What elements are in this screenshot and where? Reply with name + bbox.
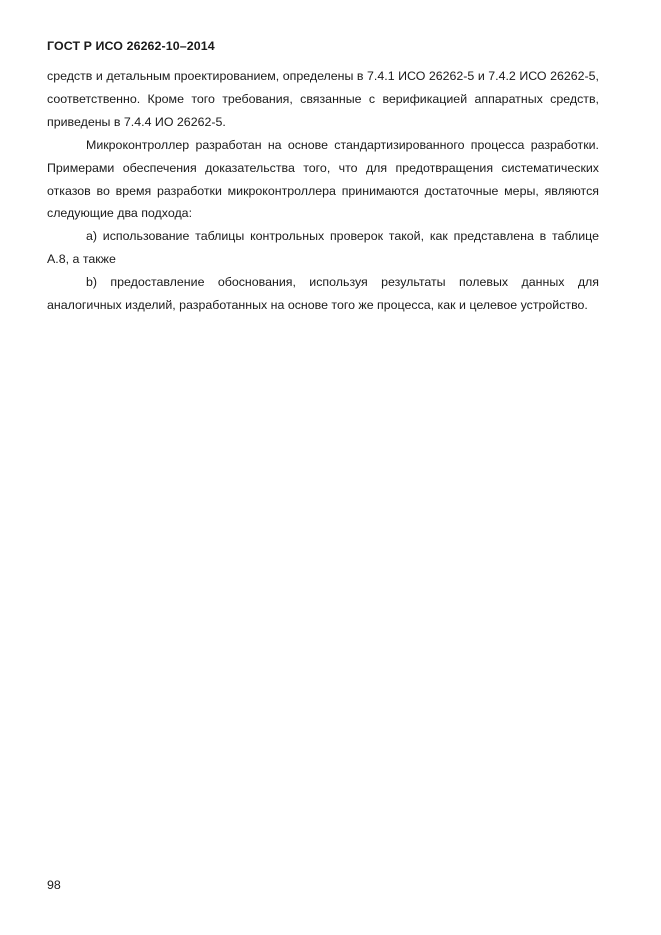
document-body (47, 65, 599, 317)
list-item-a: a) использование таблицы контрольных проверок такой, как представлена в таблице А.8, а также (47, 229, 599, 267)
paragraph-continuation: средств и детальным проектированием, определены в 7.4.1 ИСО 26262-5 и 7.4.2 ИСО 26262-5, соответственно. Кроме того требования, связанные с верификацией аппаратных средств, приведены в 7.4.4 ИО 26262-5. (47, 69, 599, 129)
list-item-b: b) предоставление обоснования, используя результаты полевых данных для аналогичных изделий, разработанных на основе того же процесса, как и целевое устройство. (47, 275, 599, 313)
document-header: ГОСТ Р ИСО 26262-10–2014 (47, 39, 215, 53)
paragraph-microcontroller: Микроконтроллер разработан на основе стандартизированного процесса разработки. Примерами обеспечения доказательства того, что для предотвращения систематических отказов во время разработки микроконтроллера принимаются достаточные меры, являются следующие два подхода: (47, 137, 599, 221)
page-number: 98 (47, 878, 61, 892)
